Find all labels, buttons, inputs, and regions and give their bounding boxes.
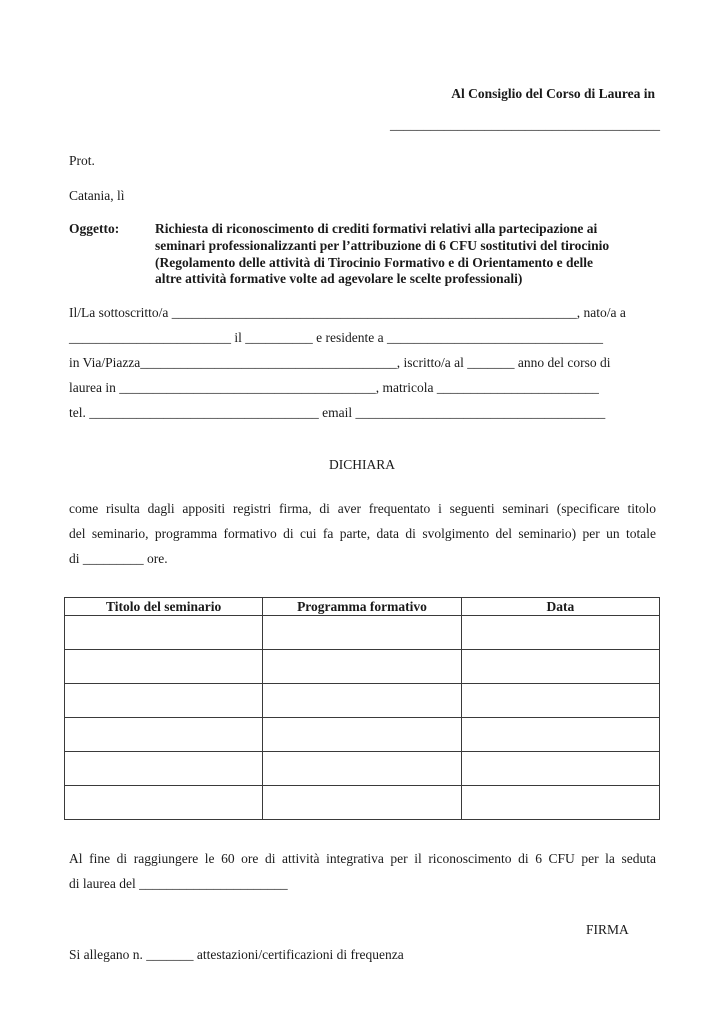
table-row (65, 650, 660, 684)
declaration-line: come risulta dagli appositi registri firma, di aver frequentato i seguenti seminari (specificare titolo (69, 501, 656, 516)
table-cell[interactable] (461, 684, 659, 718)
header-seminar-title: Titolo del seminario (65, 598, 263, 616)
course-name-blank: ________________________________________ (390, 117, 660, 132)
table-header-row (65, 598, 660, 616)
table-cell[interactable] (263, 786, 461, 820)
table-cell[interactable] (65, 752, 263, 786)
seminar-table (64, 597, 660, 820)
subject-text (155, 221, 665, 288)
table-cell[interactable] (263, 752, 461, 786)
subject-line: Richiesta di riconoscimento di crediti formativi relativi alla partecipazione ai (155, 221, 598, 236)
table-row (65, 718, 660, 752)
table-cell[interactable] (461, 752, 659, 786)
table-cell[interactable] (263, 616, 461, 650)
table-cell[interactable] (461, 786, 659, 820)
table-cell[interactable] (65, 684, 263, 718)
subject-label: Oggetto: (69, 221, 120, 236)
subject-line: altre attività formative volte ad agevolare le scelte professionali) (155, 271, 523, 287)
table-row (65, 786, 660, 820)
declaration-line: di _________ ore. (69, 551, 168, 566)
table-row (65, 684, 660, 718)
protocol-label: Prot. (69, 153, 95, 168)
header-date: Data (461, 598, 659, 616)
table-cell[interactable] (65, 718, 263, 752)
degree-matricola-field: laurea in ______________________________________, matricola ________________________ (69, 380, 599, 395)
attachments-line: Si allegano n. _______ attestazioni/certificazioni di frequenza (69, 947, 404, 962)
address-year-field: in Via/Piazza______________________________________, iscritto/a al _______ anno del corso di (69, 355, 611, 370)
table-cell[interactable] (263, 650, 461, 684)
table-cell[interactable] (65, 650, 263, 684)
table-cell[interactable] (461, 616, 659, 650)
table-cell[interactable] (263, 684, 461, 718)
place-date-label: Catania, lì (69, 188, 125, 203)
phone-email-field: tel. __________________________________ email _____________________________________ (69, 405, 606, 420)
purpose-line: Al fine di raggiungere le 60 ore di attività integrativa per il riconoscimento di 6 CFU per la seduta (69, 851, 656, 866)
table-cell[interactable] (263, 718, 461, 752)
name-birthplace-field: Il/La sottoscritto/a ____________________________________________________________, nato/a a (69, 305, 626, 320)
table-cell[interactable] (461, 718, 659, 752)
declare-heading: DICHIARA (329, 457, 395, 472)
purpose-line: di laurea del ______________________ (69, 876, 288, 891)
table-row (65, 616, 660, 650)
birthdate-residence-field: ________________________ il __________ e residente a ________________________________ (69, 330, 603, 345)
signature-label: FIRMA (586, 922, 629, 937)
subject-line: seminari professionalizzanti per l’attribuzione di 6 CFU sostitutivi del tirocinio (155, 237, 610, 253)
table-cell[interactable] (65, 786, 263, 820)
table-cell[interactable] (461, 650, 659, 684)
declaration-line: del seminario, programma formativo di cui fa parte, data di svolgimento del seminario) per un totale (69, 526, 656, 541)
subject-line: (Regolamento delle attività di Tirocinio Formativo e di Orientamento e delle (155, 254, 593, 270)
table-row (65, 752, 660, 786)
header-training-program: Programma formativo (263, 598, 461, 616)
table-cell[interactable] (65, 616, 263, 650)
declaration-paragraph (69, 496, 656, 571)
addressee-heading: Al Consiglio del Corso di Laurea in (451, 86, 655, 101)
purpose-paragraph (69, 846, 656, 896)
